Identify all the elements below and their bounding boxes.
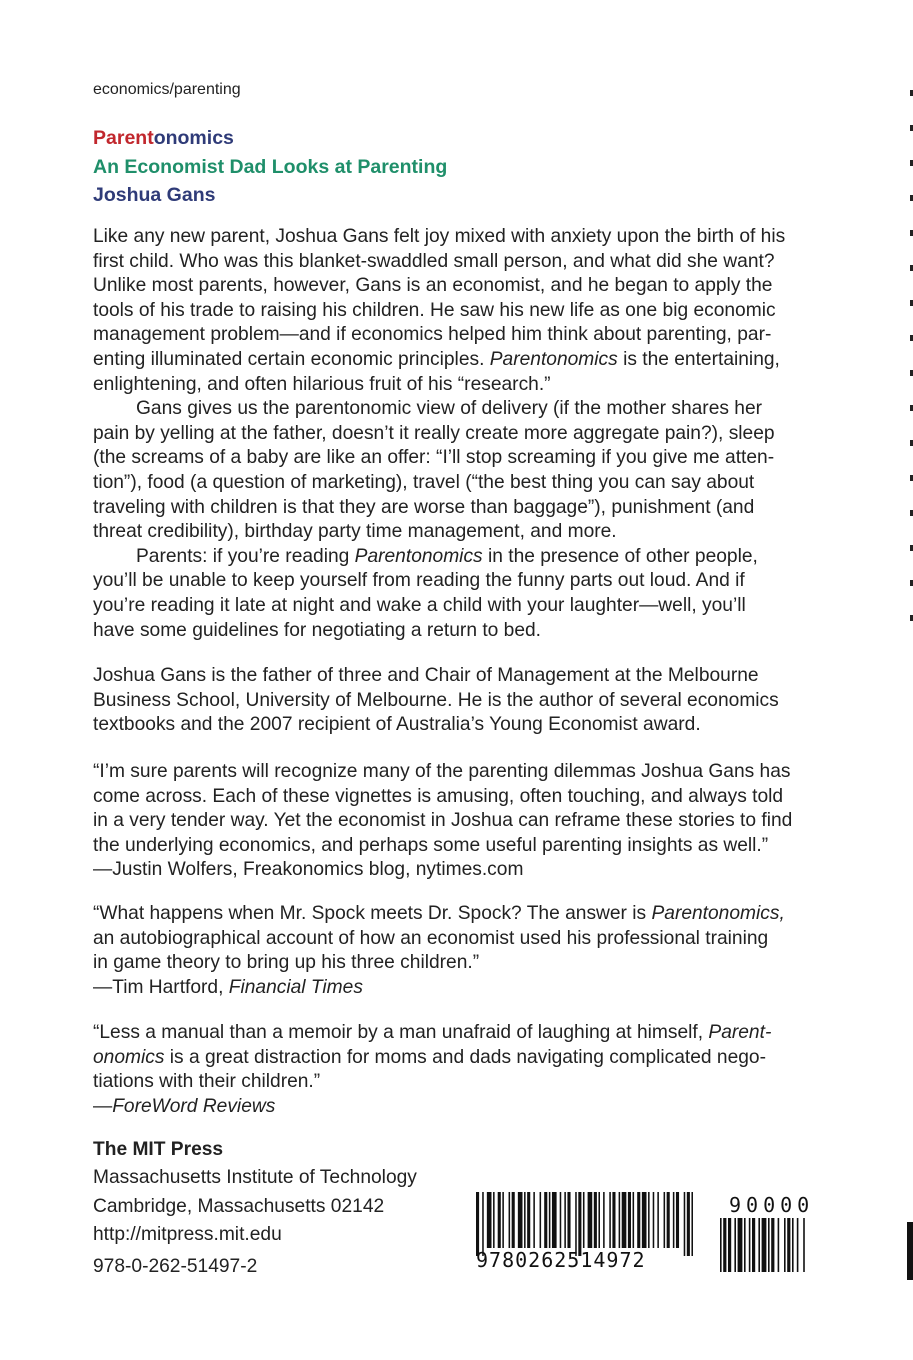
barcode-bar <box>575 1192 577 1256</box>
barcode-bar <box>560 1192 562 1248</box>
publication-italic: Financial Times <box>228 976 363 998</box>
text-run: “Less a manual than a memoir by a man unafraid of laughing at himself, <box>93 1022 709 1043</box>
text-line: have some guidelines for negotiating a return to bed. <box>93 619 542 641</box>
barcode-bar <box>524 1192 526 1248</box>
barcode-bar <box>583 1192 585 1248</box>
publisher-url: http://mitpress.mit.edu <box>93 1223 282 1245</box>
barcode-bar <box>684 1192 686 1256</box>
barcode-bar <box>567 1192 570 1248</box>
text-line <box>93 1046 838 1071</box>
barcode-bar <box>512 1192 515 1248</box>
publication-italic: ForeWord Reviews <box>112 1095 276 1117</box>
book-title-italic: Parentonomics, <box>651 903 785 924</box>
barcode-bar <box>797 1218 799 1272</box>
quote-attribution <box>93 1095 838 1120</box>
text-line: Joshua Gans is the father of three and Chair of Management at the Melbourne <box>93 665 759 686</box>
category-label: economics/parenting <box>93 81 241 98</box>
text-line: threat credibility), birthday party time management, and more. <box>93 521 617 543</box>
text-line <box>93 545 838 570</box>
text-line: in game theory to bring up his three children.” <box>93 952 480 974</box>
barcode-bar <box>787 1218 790 1272</box>
book-title-part1: Parent <box>93 127 154 149</box>
isbn-number: 978-0-262-51497-2 <box>93 1256 258 1277</box>
publisher-address: Cambridge, Massachusetts 02142 <box>93 1195 385 1217</box>
publisher-block <box>93 1136 417 1249</box>
text-line <box>93 348 838 373</box>
text-line: management problem—and if economics helped him think about parenting, par- <box>93 324 772 346</box>
barcode-bar <box>667 1192 670 1248</box>
book-subtitle: An Economist Dad Looks at Parenting <box>93 155 448 178</box>
barcode-bar <box>527 1192 530 1248</box>
barcode-bar <box>784 1218 786 1272</box>
barcode-bar <box>691 1192 693 1256</box>
title-block <box>93 124 447 210</box>
quote-attribution: —Justin Wolfers, Freakonomics blog, nytimes.com <box>93 859 524 881</box>
blurb-quote-foreword <box>93 1021 838 1119</box>
barcode-bar <box>628 1192 631 1248</box>
barcode-bar <box>544 1192 547 1248</box>
barcode-bar <box>723 1218 726 1272</box>
trim-edge-marks <box>907 90 913 650</box>
barcode-bar <box>720 1218 722 1272</box>
barcode-bar <box>642 1192 647 1248</box>
text-run: is a great distraction for moms and dads navigating complicated nego- <box>164 1046 766 1068</box>
text-line: Gans gives us the parentonomic view of delivery (if the mother shares her <box>136 398 763 420</box>
text-line: you’ll be unable to keep yourself from reading the funny parts out loud. And if <box>93 570 745 592</box>
barcode-bar <box>633 1192 635 1248</box>
barcode-digits: 9780262514972 <box>476 1248 646 1272</box>
text-line: tion”), food (a question of marketing), travel (“the best thing you can say about <box>93 471 755 493</box>
text-run: — <box>93 1095 113 1117</box>
blurb-quote-wolfers <box>93 760 838 883</box>
barcode-bar <box>771 1218 774 1272</box>
text-line: the underlying economics, and perhaps some useful parenting insights as well.” <box>93 834 769 856</box>
barcode-bar <box>549 1192 551 1248</box>
text-line: Business School, University of Melbourne. He is the author of several economics <box>93 689 779 711</box>
text-line: in a very tender way. Yet the economist in Joshua can reframe these stories to find <box>93 810 793 832</box>
barcode-bar <box>588 1192 593 1248</box>
barcode-bar <box>502 1192 504 1248</box>
book-title-italic: Parent- <box>708 1022 772 1043</box>
text-run: is the entertaining, <box>617 348 780 370</box>
barcode-bar <box>487 1192 492 1248</box>
barcode-bar <box>476 1192 479 1256</box>
barcode-bar <box>603 1192 605 1248</box>
text-run: Parents: if you’re reading <box>136 545 355 567</box>
barcode-bar <box>540 1192 542 1248</box>
text-line: (the screams of a baby are like an offer: “I’ll stop screaming if you give me atten- <box>93 447 775 469</box>
barcode-bar <box>768 1218 770 1272</box>
barcode-bar <box>657 1192 659 1248</box>
barcode-bar <box>622 1192 627 1248</box>
barcode-bar <box>578 1192 581 1256</box>
text-run: “What happens when Mr. Spock meets Dr. Spock? The answer is <box>93 903 652 924</box>
text-run: in the presence of other people, <box>482 545 758 567</box>
text-line: textbooks and the 2007 recipient of Australia’s Young Economist award. <box>93 714 701 736</box>
barcode-bar <box>803 1218 805 1272</box>
barcode-bar <box>482 1192 484 1256</box>
price-code-digits: 90000 <box>729 1193 815 1217</box>
text-line: Like any new parent, Joshua Gans felt joy mixed with anxiety upon the birth of his <box>93 226 786 247</box>
barcode-bar <box>673 1192 675 1248</box>
text-run: enting illuminated certain economic principles. <box>93 348 490 370</box>
text-line: “I’m sure parents will recognize many of the parenting dilemmas Joshua Gans has <box>93 761 791 782</box>
barcode-bar <box>664 1192 666 1248</box>
barcode-bar <box>594 1192 597 1248</box>
barcode-bar <box>509 1192 511 1248</box>
barcode-bar <box>676 1192 679 1248</box>
barcode-bar <box>619 1192 621 1248</box>
barcode-bar <box>493 1192 495 1248</box>
text-run: —Tim Hartford, <box>93 976 229 998</box>
book-title <box>93 124 447 153</box>
barcode-bar <box>609 1192 611 1248</box>
barcode-bar <box>653 1192 655 1248</box>
text-line: you’re reading it late at night and wake a child with your laughter—well, you’ll <box>93 594 746 616</box>
trim-edge-bar <box>907 1222 913 1280</box>
publisher-name: The MIT Press <box>93 1139 224 1160</box>
quote-attribution <box>93 976 838 1001</box>
text-line: enlightening, and often hilarious fruit of his “research.” <box>93 373 551 395</box>
barcode-bar <box>738 1218 743 1272</box>
text-line <box>93 902 838 927</box>
barcode-bar <box>518 1192 523 1248</box>
book-title-italic: Parentonomics <box>354 545 483 567</box>
barcode-bar <box>564 1192 566 1248</box>
barcode-bar <box>744 1218 746 1272</box>
book-title-italic: Parentonomics <box>489 348 618 370</box>
barcode-bar <box>752 1218 755 1272</box>
description-paragraph-3 <box>93 545 838 643</box>
barcode-bar <box>792 1218 794 1272</box>
barcode-bar <box>552 1192 557 1248</box>
description <box>93 225 838 643</box>
blurb-quote-hartford <box>93 902 838 1000</box>
description-paragraph-2 <box>93 397 838 545</box>
barcode-bar <box>498 1192 501 1248</box>
barcode-bar <box>648 1192 650 1248</box>
publisher-institution: Massachusetts Institute of Technology <box>93 1167 417 1189</box>
text-line: pain by yelling at the father, doesn’t it really create more aggregate pain?), sleep <box>93 422 775 444</box>
text-line: come across. Each of these vignettes is amusing, often touching, and always told <box>93 785 784 807</box>
text-line: tiations with their children.” <box>93 1071 321 1093</box>
text-line: traveling with children is that they are worse than baggage”), punishment (and <box>93 496 755 518</box>
text-line: tools of his trade to raising his children. He saw his new life as one big economic <box>93 299 776 321</box>
barcode-bar <box>749 1218 751 1272</box>
barcode-bar <box>598 1192 600 1248</box>
book-author: Joshua Gans <box>93 184 216 206</box>
text-line <box>93 1021 838 1046</box>
barcode-bar <box>687 1192 690 1256</box>
barcode-bar <box>758 1218 760 1272</box>
barcode-bar <box>778 1218 780 1272</box>
description-paragraph-1 <box>93 225 838 397</box>
barcode-bar <box>637 1192 640 1248</box>
barcode-bar <box>533 1192 535 1248</box>
text-line: first child. Who was this blanket-swaddled small person, and what did she want? <box>93 250 775 272</box>
barcode-bar <box>734 1218 736 1272</box>
book-title-italic: onomics <box>93 1046 165 1068</box>
barcode-bar <box>728 1218 731 1272</box>
text-line: an autobiographical account of how an economist used his professional training <box>93 927 769 949</box>
barcode-bar <box>612 1192 615 1248</box>
author-bio <box>93 664 838 738</box>
barcode-bar <box>762 1218 767 1272</box>
book-title-part2: onomics <box>153 127 234 149</box>
text-line: Unlike most parents, however, Gans is an economist, and he began to apply the <box>93 275 773 297</box>
